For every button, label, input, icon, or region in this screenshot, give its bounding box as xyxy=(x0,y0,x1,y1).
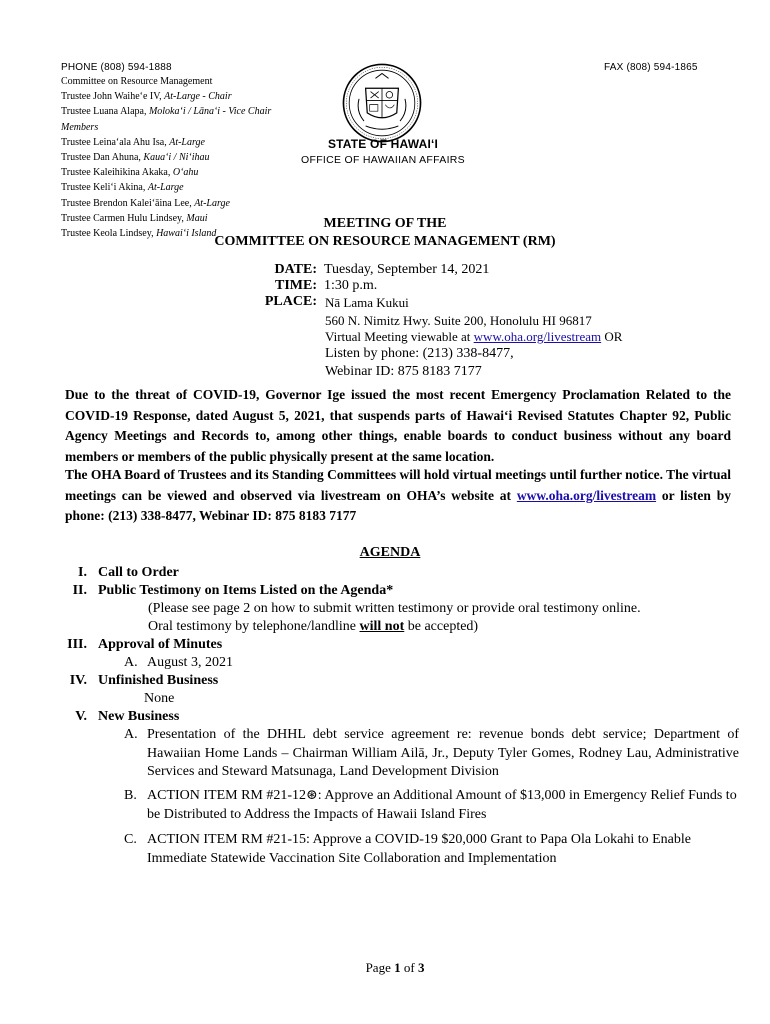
date-label: DATE: xyxy=(274,262,317,277)
minutes-date: August 3, 2021 xyxy=(147,655,233,670)
trustee-vice-chair: Trustee Luana Alapa, Moloka‘i / Lāna‘i - Vice Chair xyxy=(61,106,272,118)
new-business-item-b: ACTION ITEM RM #21-12⊛: Approve an Additional Amount of $13,000 in Emergency Relief Funds to be Distributed to Address the Impacts of Hawaii Island Fires xyxy=(147,788,737,822)
agenda-item-approval-of-minutes: Approval of Minutes xyxy=(98,637,223,652)
trustee-member: Trustee Leina‘ala Ahu Isa, At-Large xyxy=(61,136,205,148)
covid-notice: Due to the threat of COVID-19, Governor Ige issued the most recent Emergency Proclamation Related to the COVID-19 Response, dated August 5, 2021, that suspends parts of Hawai‘i Revised Statutes Chapter 92, Public Agency Meetings and Records to, among other things, enable boards to conduct business without any board members or members of the public physically present at the same location. xyxy=(65,387,731,464)
page-footer: Page 1 of 3 xyxy=(365,960,425,975)
place-address: 560 N. Nimitz Hwy. Suite 200, Honolulu HI 96817 xyxy=(325,313,592,328)
new-business-item-a: Presentation of the DHHL debt service agreement re: revenue bonds debt service; Department of Hawaiian Home Lands – Chairman William Ailā, Jr., Deputy Tyler Gomes, Rodney Lau, Administrative Services and Steward Matsunaga, Land Development Division xyxy=(147,727,739,779)
state-name: STATE OF HAWAI‘I xyxy=(327,137,439,151)
meeting-title-line2: COMMITTEE ON RESOURCE MANAGEMENT (RM) xyxy=(214,234,556,249)
date-value: Tuesday, September 14, 2021 xyxy=(324,262,490,277)
agenda-num-iv: IV. xyxy=(69,673,87,688)
new-business-letter-b: B. xyxy=(124,788,137,803)
livestream-link[interactable]: www.oha.org/livestream xyxy=(473,329,602,344)
testimony-note: (Please see page 2 on how to submit written testimony or provide oral testimony online. xyxy=(148,601,641,616)
trustee-member: Trustee Carmen Hulu Lindsey, Maui xyxy=(61,212,208,224)
place-label: PLACE: xyxy=(264,294,317,309)
place-name: Nā Lama Kukui xyxy=(325,295,409,310)
agenda-item-unfinished-business: Unfinished Business xyxy=(98,673,219,688)
agenda-item-call-to-order: Call to Order xyxy=(98,565,179,580)
new-business-letter-a: A. xyxy=(124,727,138,742)
virtual-meeting-notice: The OHA Board of Trustees and its Standing Committees will hold virtual meetings until further notice. The virtual meetings can be viewed and observed via livestream on OHA’s website at www.oha.org/livestream or listen by phone: (213) 338-8477, Webinar ID: 875 8183 7177 xyxy=(65,467,731,523)
meeting-title xyxy=(0,215,770,251)
new-business-item-c: ACTION ITEM RM #21-15: Approve a COVID-19 $20,000 Grant to Papa Ola Lokahi to Enable Immediate Statewide Vaccination Site Collaboration and Implementation xyxy=(147,832,691,866)
minutes-letter-a: A. xyxy=(124,655,138,670)
committee-label: Committee on Resource Management xyxy=(61,76,213,87)
agenda-num-v: V. xyxy=(75,709,87,724)
page-total: 3 xyxy=(417,960,425,975)
agenda-num-ii: II. xyxy=(72,583,87,598)
time-label: TIME: xyxy=(275,278,317,293)
agenda-num-iii: III. xyxy=(67,637,87,652)
trustee-member: Trustee Dan Ahuna, Kaua‘i / Ni‘ihau xyxy=(61,152,210,164)
members-label: Members xyxy=(61,121,99,133)
trustee-chair: Trustee John Waihe‘e IV, At-Large - Chair xyxy=(61,91,232,103)
webinar-line: Webinar ID: 875 8183 7177 xyxy=(325,364,482,379)
agenda-item-public-testimony: Public Testimony on Items Listed on the Agenda* xyxy=(98,583,394,598)
virtual-meeting-line: Virtual Meeting viewable at www.oha.org/livestream OR xyxy=(325,329,623,344)
testimony-note-oral: Oral testimony by telephone/landline will not be accepted) xyxy=(148,619,479,634)
agenda-title: AGENDA xyxy=(359,545,421,560)
state-seal-logo xyxy=(341,62,423,144)
agenda-item-new-business: New Business xyxy=(98,709,180,724)
trustee-member: Trustee Keli‘i Akina, At-Large xyxy=(61,182,184,194)
agenda-num-i: I. xyxy=(78,565,87,580)
meeting-details xyxy=(0,261,770,381)
fax-number: FAX (808) 594-1865 xyxy=(604,62,698,73)
trustee-member: Trustee Kaleihikina Akaka, O‘ahu xyxy=(61,167,199,179)
office-name: OFFICE OF HAWAIIAN AFFAIRS xyxy=(301,154,465,166)
phone-line: Listen by phone: (213) 338-8477, xyxy=(325,346,514,361)
new-business-letter-c: C. xyxy=(124,832,137,847)
notice-livestream-link[interactable]: www.oha.org/livestream xyxy=(516,487,657,503)
time-value: 1:30 p.m. xyxy=(324,278,378,293)
phone-number: PHONE (808) 594-1888 xyxy=(61,62,172,73)
agenda-list xyxy=(0,564,770,884)
trustee-member: Trustee Brendon Kalei‘āina Lee, At-Large xyxy=(61,197,230,209)
unfinished-none: None xyxy=(144,691,175,706)
page-number: 1 xyxy=(394,960,401,975)
trustee-member: Trustee Keola Lindsey, Hawai‘i Island xyxy=(61,228,217,240)
meeting-title-line1: MEETING OF THE xyxy=(323,216,447,231)
